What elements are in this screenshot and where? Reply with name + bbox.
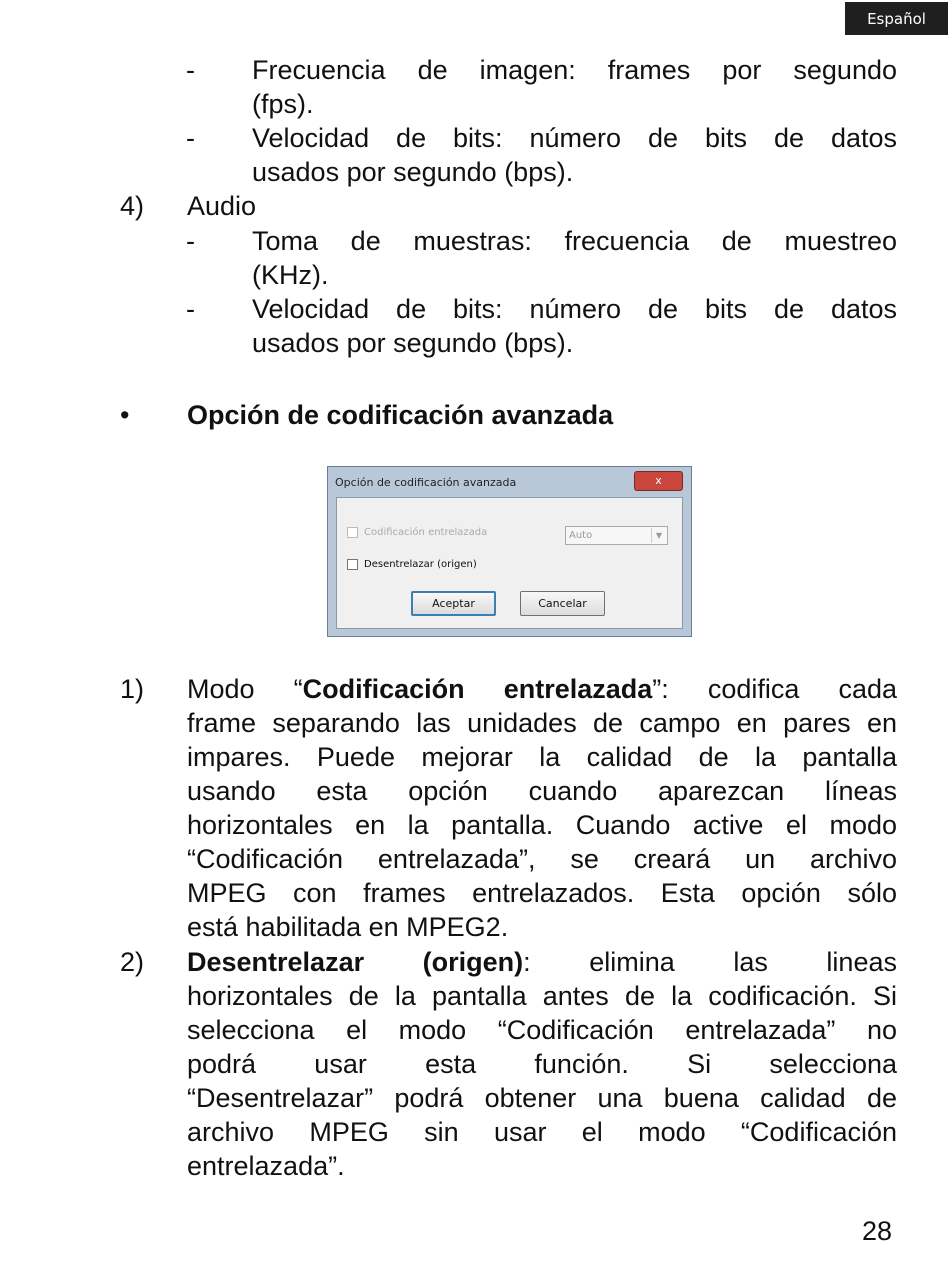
text-line: usando esta opción cuando aparezcan líneas [187, 776, 897, 806]
deinterlace-label: Desentrelazar (origen) [364, 559, 477, 570]
text-line: frame separando las unidades de campo en pares en [187, 708, 897, 738]
close-icon[interactable]: x [634, 471, 683, 491]
interlaced-label: Codificación entrelazada [364, 527, 488, 538]
term-interlaced: Codificación entrelazada [302, 674, 653, 704]
text-line: usados por segundo (bps). [252, 328, 574, 358]
text-line: Frecuencia de imagen: frames por segundo [252, 55, 897, 85]
term-deinterlace: Desentrelazar (origen) [187, 947, 524, 977]
audio-title: Audio [187, 191, 257, 221]
dash-marker: - [186, 226, 195, 256]
text-line: MPEG con frames entrelazados. Esta opción sólo [187, 878, 897, 908]
dialog-title: Opción de codificación avanzada [335, 476, 517, 489]
text-line: usados por segundo (bps). [252, 157, 574, 187]
language-tab: Español [845, 2, 948, 35]
text-line: selecciona el modo “Codificación entrelazada” no [187, 1015, 897, 1045]
interlaced-option[interactable] [347, 527, 487, 538]
checkbox-deinterlace[interactable] [347, 559, 358, 570]
mode-select[interactable] [565, 526, 668, 545]
text-line: entrelazada”. [187, 1151, 345, 1181]
dialog-body [336, 497, 683, 629]
text-line: “Desentrelazar” podrá obtener una buena calidad de [187, 1083, 897, 1113]
dash-marker: - [186, 55, 195, 85]
chevron-down-icon[interactable]: ▼ [651, 528, 666, 543]
text-line: Toma de muestras: frecuencia de muestreo [252, 226, 897, 256]
list-number: 2) [120, 947, 145, 977]
list-number: 1) [120, 674, 145, 704]
checkbox-interlaced[interactable] [347, 527, 358, 538]
text-line [187, 945, 897, 979]
text-line: (KHz). [252, 260, 329, 290]
note-suffix: : elimina las lineas [523, 947, 897, 977]
note-suffix: ”: codifica cada [652, 674, 897, 704]
dash-marker: - [186, 294, 195, 324]
page-number: 28 [862, 1216, 893, 1246]
text-line: Velocidad de bits: número de bits de datos [252, 294, 897, 324]
bullet: • [120, 400, 130, 430]
text-line: está habilitada en MPEG2. [187, 912, 509, 942]
text-line: “Codificación entrelazada”, se creará un archivo [187, 844, 897, 874]
text-line: podrá usar esta función. Si selecciona [187, 1049, 897, 1079]
text-line: Velocidad de bits: número de bits de datos [252, 123, 897, 153]
advanced-encoding-dialog [327, 466, 692, 637]
text-line: horizontales de la pantalla antes de la codificación. Si [187, 981, 897, 1011]
text-line: horizontales en la pantalla. Cuando active el modo [187, 810, 897, 840]
note-prefix: Modo “ [187, 674, 303, 704]
text-line [187, 672, 897, 706]
mode-value: Auto [569, 530, 593, 541]
accept-button[interactable]: Aceptar [411, 591, 496, 616]
text-line: archivo MPEG sin usar el modo “Codificación [187, 1117, 897, 1147]
text-line: (fps). [252, 89, 314, 119]
text-line: impares. Puede mejorar la calidad de la pantalla [187, 742, 897, 772]
cancel-button[interactable]: Cancelar [520, 591, 605, 616]
deinterlace-option[interactable] [347, 559, 477, 570]
list-number: 4) [120, 191, 145, 221]
dash-marker: - [186, 123, 195, 153]
section-heading: Opción de codificación avanzada [187, 400, 614, 430]
